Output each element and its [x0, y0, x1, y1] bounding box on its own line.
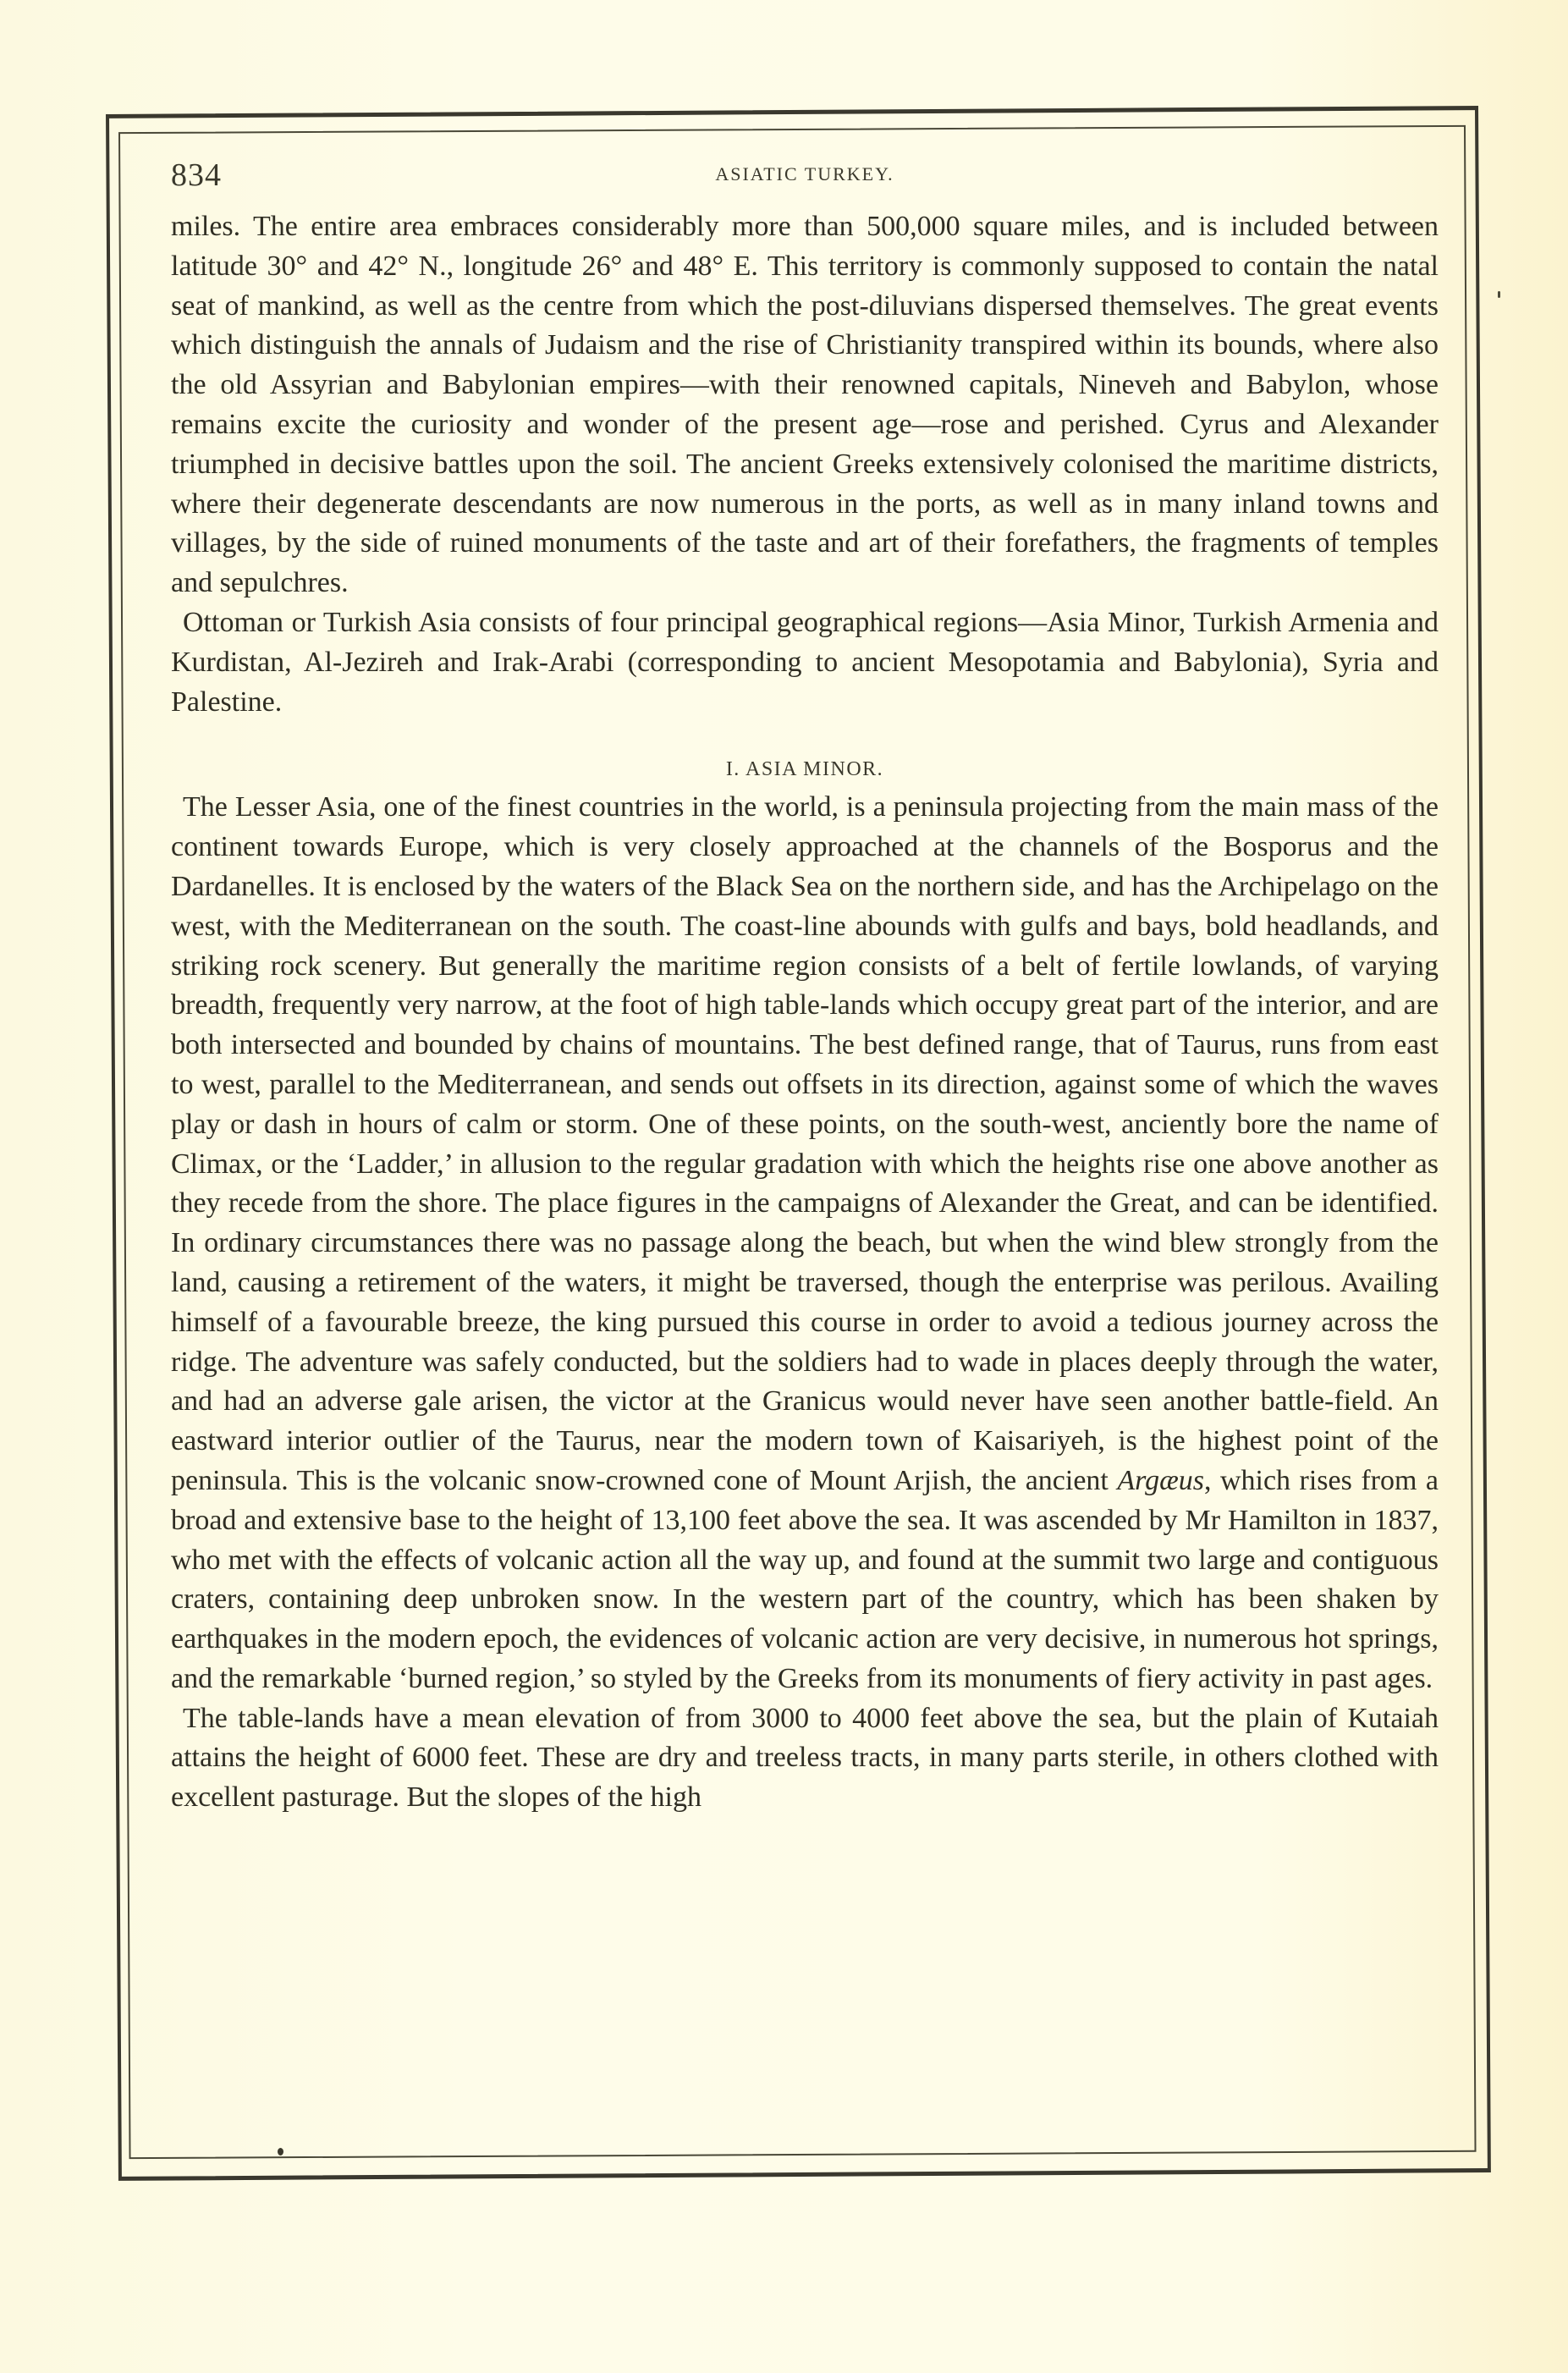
running-head [171, 157, 1439, 207]
italic-term-argaeus: Argæus [1117, 1464, 1204, 1496]
paragraph-regions: Ottoman or Turkish Asia consists of four principal geographical regions—Asia Minor, Turkish Armenia and Kurdistan, Al-Jezireh and Irak-Arabi (corresponding to ancient Mesopotamia and Babylonia), Syria and Palestine. [171, 606, 1439, 718]
page-content [171, 157, 1439, 1818]
paragraph-intro-continued: miles. The entire area embraces considerably more than 500,000 square miles, and is included between latitude 30° and 42° N., longitude 26° and 48° E. This territory is commonly supposed to contain the natal seat of mankind, as well as the centre from which the post-diluvians dispersed themselves. The great events which distinguish the annals of Judaism and the rise of Christianity transpired within its bounds, where also the old Assyrian and Babylonian empires—with their renowned capitals, Nineveh and Babylon, whose remains excite the curiosity and wonder of the present age—rose and perished. Cyrus and Alexander triumphed in decisive battles upon the soil. The ancient Greeks extensively colonised the maritime districts, where their degenerate descendants are now numerous in the ports, as well as in many inland towns and villages, by the side of ruined monuments of the taste and art of their forefathers, the fragments of temples and sepulchres. [171, 211, 1439, 599]
running-title: ASIATIC TURKEY. [715, 163, 894, 184]
page-number: 834 [171, 157, 222, 193]
margin-mark [1498, 291, 1500, 298]
paragraph-lesser-asia-part-1: The Lesser Asia, one of the finest countries in the world, is a peninsula projecting from the main mass of the continent towards Europe, which is very closely approached at the channels of the Bosporus and the Dardanelles. It is enclosed by the waters of the Black Sea on the northern side, and has the Archipelago on the west, with the Mediterranean on the south. The coast-line abounds with gulfs and bays, bold headlands, and striking rock scenery. But generally the maritime region consists of a belt of fertile lowlands, of varying breadth, frequently very narrow, at the foot of high table-lands which occupy great part of the interior, and are both intersected and bounded by chains of mountains. The best defined range, that of Taurus, runs from east to west, parallel to the Mediterranean, and sends out offsets in its direction, against some of which the waves play or dash in hours of calm or storm. One of these points, on the south-west, anciently bore the name of Climax, or the ‘Ladder,’ in allusion to the regular gradation with which the heights rise one above another as they recede from the shore. The place figures in the campaigns of Alexander the Great, and can be identified. In ordinary circumstances there was no passage along the beach, but when the wind blew strongly from the land, causing a retirement of the waters, it might be traversed, though the enterprise was perilous. Availing himself of a favourable breeze, the king pursued this course in order to avoid a tedious journey across the ridge. The adventure was safely conducted, but the soldiers had to wade in places deeply through the water, and had an adverse gale arisen, the victor at the Granicus would never have seen another battle-field. An eastward interior outlier of the Taurus, near the modern town of Kaisariyeh, is the highest point of the peninsula. This is the volcanic snow-crowned cone of Mount Arjish, the ancient [171, 791, 1439, 1496]
section-heading-asia-minor: I. ASIA MINOR. [725, 758, 884, 781]
paragraph-table-lands: The table-lands have a mean elevation of from 3000 to 4000 feet above the sea, but the plain of Kutaiah attains the height of 6000 feet. These are dry and treeless tracts, in many parts sterile, in others clothed with excellent pasturage. But the slopes of the high [171, 1702, 1439, 1814]
paragraph-lesser-asia [171, 788, 1439, 1699]
body-text [171, 207, 1439, 1818]
ink-speck [278, 2148, 283, 2156]
paragraph-lesser-asia-part-2: , which rises from a broad and extensive base to the height of 13,100 feet above the sea. It was ascended by Mr Hamilton in 1837, who met with the effects of volcanic action all the way up, and found at the summit two large and contiguous craters, containing deep unbroken snow. In the western part of the country, which has been shaken by earthquakes in the modern epoch, the evidences of volcanic action are very decisive, in numerous hot springs, and the remarkable ‘burned region,’ so styled by the Greeks from its monuments of fiery activity in past ages. [171, 1464, 1439, 1694]
